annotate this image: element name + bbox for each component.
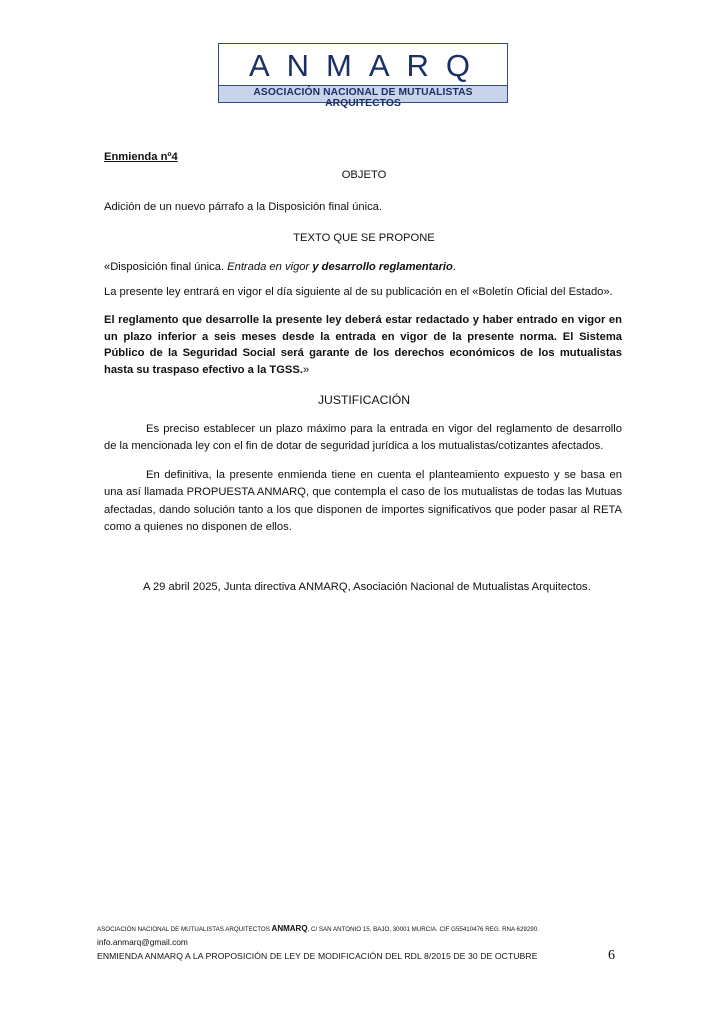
page-number: 6 [608,948,615,963]
justificacion-paragraph-1: Es preciso establecer un plazo máximo para la entrada en vigor del reglamento de desarrollo de la mencionada ley con el fin de dotar de seguridad jurídica a los mutualistas/cotizantes afectados. [104,423,622,452]
p1-italic: Entrada en vigor [227,261,310,273]
anmarq-logo [218,43,508,109]
p1-bold-italic: y desarrollo reglamentario [309,261,453,273]
p3-end: » [302,363,310,376]
p1-normal: «Disposición final única. [104,261,228,273]
signature-line: A 29 abril 2025, Junta directiva ANMARQ, Asociación Nacional de Mutualistas Arquitectos. [143,581,591,593]
footer-org-line [97,924,539,933]
logo-subtitle: ASOCIACIÓN NACIONAL DE MUTUALISTAS ARQUITECTOS [253,87,473,109]
logo-wordmark: ANMARQ [248,48,488,83]
objeto-text: Adición de un nuevo párrafo a la Disposición final única. [104,201,382,213]
texto-paragraph-2: La presente ley entrará en vigor el día siguiente al de su publicación en el «Boletín Oficial del Estado». [104,286,613,298]
footer-org: ASOCIACIÓN NACIONAL DE MUTUALISTAS ARQUITECTOS [97,926,272,933]
justificacion-paragraph-2: En definitiva, la presente enmienda tiene en cuenta el planteamiento expuesto y se basa en una así llamada PROPUESTA ANMARQ, que contempla el caso de los mutualistas de todas las Mutuas afectadas, dando solución tanto a los que disponen de importes significativos que poder pasar al RETA como a quienes no disponen de ellos. [104,469,622,533]
justificacion-title: JUSTIFICACIÓN [317,393,411,407]
texto-paragraph-3 [104,312,622,378]
logo-band [219,85,507,109]
footer-address: , C/ SAN ANTONIO 15, BAJO, 30001 MURCIA. CIF G55410476 REG. RNA 629290. [307,926,539,933]
footer-org-bold: ANMARQ [271,924,308,933]
p1-end: . [452,261,456,273]
texto-paragraph-1 [104,260,624,275]
objeto-title: OBJETO [341,169,387,181]
p3-bold: El reglamento que desarrolle la presente ley deberá estar redactado y haber entrado en vigor en un plazo inferior a seis meses desde la entrada en vigor de la presente norma. El Sistema Público de la Seguridad Social será garante de los derechos económicos de los mutualistas hasta su traspaso efectivo a la TGSS. [104,314,622,376]
footer-doc-title: ENMIENDA ANMARQ A LA PROPOSICIÓN DE LEY DE MODIFICACIÓN DEL RDL 8/2015 DE 30 DE OCTUBRE [97,951,538,961]
texto-title: TEXTO QUE SE PROPONE [293,232,435,244]
amendment-heading: Enmienda nº4 [104,151,178,163]
footer-email: info.anmarq@gmail.com [97,937,188,947]
